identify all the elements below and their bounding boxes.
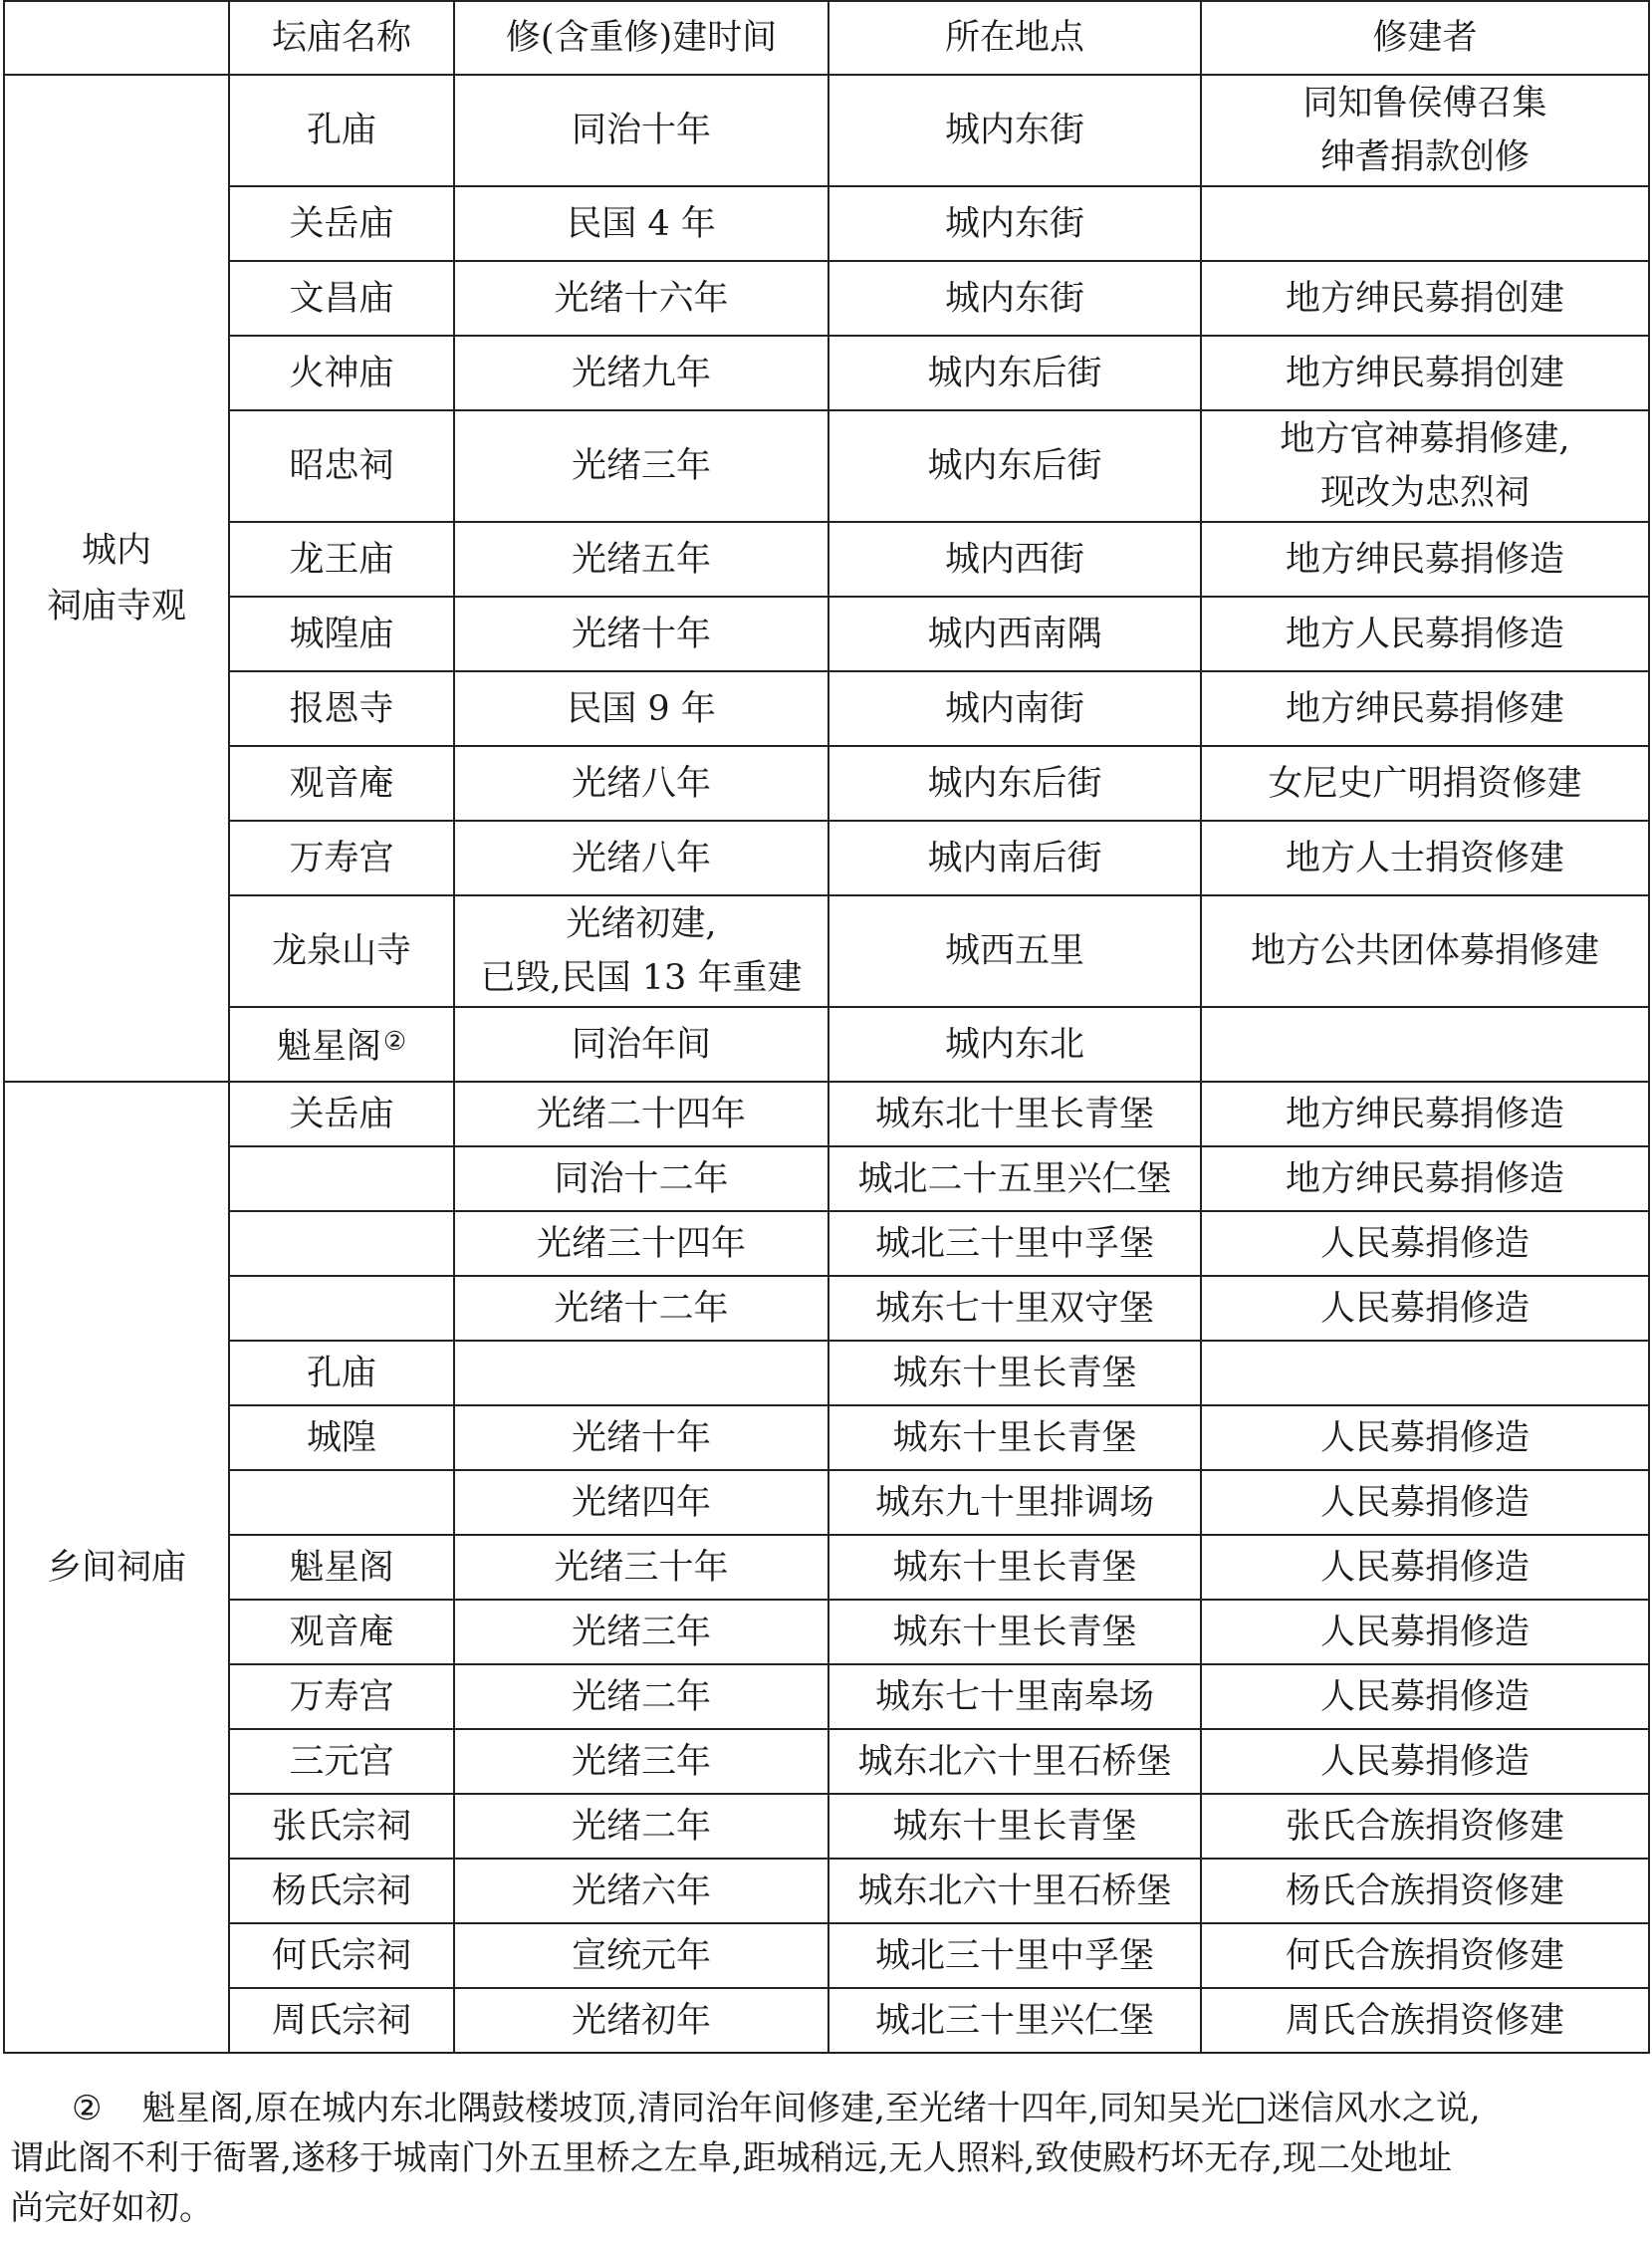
footnote-text-1: 魁星阁,原在城内东北隅鼓楼坡顶,清同治年间修建,至光绪十四年,同知吴光□迷信风水之说,: [141, 2089, 1481, 2128]
build-time-cell: 光绪八年: [454, 746, 828, 821]
builder-cell: 地方人民募捐修造: [1201, 597, 1649, 671]
temple-name-cell: 何氏宗祠: [229, 1923, 454, 1988]
build-time-cell: 民国 9 年: [454, 671, 828, 746]
builder-cell: [1201, 1007, 1649, 1082]
table-row: [4, 1146, 1649, 1211]
builder-cell: [1201, 1341, 1649, 1405]
build-time-cell: 光绪五年: [454, 522, 828, 597]
builder-cell: 人民募捐修造: [1201, 1664, 1649, 1729]
builder-cell: 何氏合族捐资修建: [1201, 1923, 1649, 1988]
table-row: [4, 1923, 1649, 1988]
temple-name-cell: 关岳庙: [229, 1082, 454, 1146]
temple-name-cell: 万寿宫: [229, 821, 454, 895]
table-body: [4, 75, 1649, 2053]
location-cell: 城北二十五里兴仁堡: [828, 1146, 1201, 1211]
table-row: [4, 746, 1649, 821]
location-cell: 城内东后街: [828, 336, 1201, 410]
builder-cell: 地方绅民募捐修造: [1201, 522, 1649, 597]
location-cell: 城东十里长青堡: [828, 1405, 1201, 1470]
temple-name-cell: 张氏宗祠: [229, 1794, 454, 1859]
table-row: [4, 1341, 1649, 1405]
header-builder: 修建者: [1201, 1, 1649, 75]
location-cell: 城东北十里长青堡: [828, 1082, 1201, 1146]
table-row: [4, 336, 1649, 410]
builder-cell: 人民募捐修造: [1201, 1470, 1649, 1535]
table-row: [4, 1535, 1649, 1600]
location-cell: 城内东街: [828, 261, 1201, 336]
table-row: [4, 1470, 1649, 1535]
temple-name-cell: [229, 1470, 454, 1535]
location-cell: 城内东北: [828, 1007, 1201, 1082]
location-cell: 城北三十里中孚堡: [828, 1211, 1201, 1276]
temple-name-cell: 杨氏宗祠: [229, 1859, 454, 1923]
location-cell: 城东十里长青堡: [828, 1794, 1201, 1859]
build-time-cell: 光绪三十四年: [454, 1211, 828, 1276]
category-cell: 城内 祠庙寺观: [4, 75, 229, 1082]
temple-name-cell: [229, 1146, 454, 1211]
location-cell: 城东十里长青堡: [828, 1600, 1201, 1664]
temple-name-cell: 观音庵: [229, 746, 454, 821]
temple-name-cell: 魁星阁: [229, 1535, 454, 1600]
table-row: [4, 895, 1649, 1007]
location-cell: 城东北六十里石桥堡: [828, 1729, 1201, 1794]
build-time-cell: 同治十年: [454, 75, 828, 186]
location-cell: 城东十里长青堡: [828, 1535, 1201, 1600]
table-row: [4, 1276, 1649, 1341]
table-row: [4, 1729, 1649, 1794]
temple-table: [3, 0, 1650, 2054]
temple-name-cell: [229, 1211, 454, 1276]
builder-cell: 人民募捐修造: [1201, 1729, 1649, 1794]
table-row: [4, 1082, 1649, 1146]
location-cell: 城北三十里中孚堡: [828, 1923, 1201, 1988]
location-cell: 城内西南隅: [828, 597, 1201, 671]
header-corner: [4, 1, 229, 75]
header-time: 修(含重修)建时间: [454, 1, 828, 75]
build-time-cell: 光绪十六年: [454, 261, 828, 336]
temple-name-cell: 龙王庙: [229, 522, 454, 597]
build-time-cell: [454, 1341, 828, 1405]
footnote-text-3: 尚完好如初。: [10, 2188, 213, 2228]
builder-cell: 同知鲁侯傅召集 绅耆捐款创修: [1201, 75, 1649, 186]
builder-cell: 地方绅民募捐修建: [1201, 671, 1649, 746]
footnote-line: [10, 2183, 1643, 2233]
location-cell: 城内南街: [828, 671, 1201, 746]
builder-cell: 周氏合族捐资修建: [1201, 1988, 1649, 2053]
footnote-text-2: 谓此阁不利于衙署,遂移于城南门外五里桥之左阜,距城稍远,无人照料,致使殿朽坏无存,现二处地址: [10, 2138, 1453, 2178]
build-time-cell: 宣统元年: [454, 1923, 828, 1988]
build-time-cell: 光绪二年: [454, 1664, 828, 1729]
builder-cell: 人民募捐修造: [1201, 1405, 1649, 1470]
temple-name-cell: 城隍: [229, 1405, 454, 1470]
location-cell: 城内东街: [828, 75, 1201, 186]
build-time-cell: 光绪三十年: [454, 1535, 828, 1600]
table-row: [4, 1794, 1649, 1859]
build-time-cell: 光绪初年: [454, 1988, 828, 2053]
builder-cell: 地方官神募捐修建, 现改为忠烈祠: [1201, 410, 1649, 522]
footnote: [10, 2084, 1643, 2233]
temple-name-cell: 孔庙: [229, 75, 454, 186]
build-time-cell: 光绪六年: [454, 1859, 828, 1923]
builder-cell: 地方绅民募捐修造: [1201, 1146, 1649, 1211]
table-row: [4, 1664, 1649, 1729]
location-cell: 城内东街: [828, 186, 1201, 261]
table-row: [4, 1859, 1649, 1923]
temple-name-cell: 昭忠祠: [229, 410, 454, 522]
table-row: [4, 261, 1649, 336]
temple-name-cell: 观音庵: [229, 1600, 454, 1664]
location-cell: 城东十里长青堡: [828, 1341, 1201, 1405]
footnote-line: [10, 2133, 1643, 2183]
location-cell: 城东七十里南皋场: [828, 1664, 1201, 1729]
table-row: [4, 1007, 1649, 1082]
build-time-cell: 光绪二十四年: [454, 1082, 828, 1146]
location-cell: 城北三十里兴仁堡: [828, 1988, 1201, 2053]
build-time-cell: 光绪九年: [454, 336, 828, 410]
builder-cell: 地方绅民募捐创建: [1201, 261, 1649, 336]
builder-cell: [1201, 186, 1649, 261]
footnote-ref: ②: [382, 1027, 407, 1057]
location-cell: 城内东后街: [828, 410, 1201, 522]
table-row: [4, 1211, 1649, 1276]
temple-name-cell: 文昌庙: [229, 261, 454, 336]
build-time-cell: 光绪十二年: [454, 1276, 828, 1341]
temple-name-cell: 魁星阁②: [229, 1007, 454, 1082]
temple-name-cell: 关岳庙: [229, 186, 454, 261]
builder-cell: 地方绅民募捐修造: [1201, 1082, 1649, 1146]
table-row: [4, 410, 1649, 522]
location-cell: 城内东后街: [828, 746, 1201, 821]
build-time-cell: 同治十二年: [454, 1146, 828, 1211]
table-row: [4, 821, 1649, 895]
location-cell: 城东北六十里石桥堡: [828, 1859, 1201, 1923]
temple-name-cell: [229, 1276, 454, 1341]
table-row: [4, 1405, 1649, 1470]
table-row: [4, 1988, 1649, 2053]
temple-name-cell: 报恩寺: [229, 671, 454, 746]
table-row: [4, 522, 1649, 597]
header-name: 坛庙名称: [229, 1, 454, 75]
build-time-cell: 光绪三年: [454, 410, 828, 522]
builder-cell: 地方绅民募捐创建: [1201, 336, 1649, 410]
build-time-cell: 光绪初建, 已毁,民国 13 年重建: [454, 895, 828, 1007]
builder-cell: 地方公共团体募捐修建: [1201, 895, 1649, 1007]
builder-cell: 人民募捐修造: [1201, 1535, 1649, 1600]
temple-name-cell: 孔庙: [229, 1341, 454, 1405]
location-cell: 城内西街: [828, 522, 1201, 597]
builder-cell: 女尼史广明捐资修建: [1201, 746, 1649, 821]
temple-name-cell: 火神庙: [229, 336, 454, 410]
temple-name-cell: 三元宫: [229, 1729, 454, 1794]
location-cell: 城西五里: [828, 895, 1201, 1007]
header-place: 所在地点: [828, 1, 1201, 75]
category-cell: 乡间祠庙: [4, 1082, 229, 2053]
builder-cell: 人民募捐修造: [1201, 1600, 1649, 1664]
build-time-cell: 光绪二年: [454, 1794, 828, 1859]
footnote-line: [10, 2084, 1643, 2133]
build-time-cell: 光绪八年: [454, 821, 828, 895]
build-time-cell: 同治年间: [454, 1007, 828, 1082]
build-time-cell: 光绪十年: [454, 1405, 828, 1470]
table-row: [4, 186, 1649, 261]
table-row: [4, 75, 1649, 186]
location-cell: 城内南后街: [828, 821, 1201, 895]
builder-cell: 人民募捐修造: [1201, 1211, 1649, 1276]
table-row: [4, 671, 1649, 746]
table-row: [4, 1600, 1649, 1664]
builder-cell: 地方人士捐资修建: [1201, 821, 1649, 895]
footnote-mark: ②: [72, 2089, 103, 2128]
build-time-cell: 光绪四年: [454, 1470, 828, 1535]
build-time-cell: 民国 4 年: [454, 186, 828, 261]
temple-name-cell: 城隍庙: [229, 597, 454, 671]
builder-cell: 杨氏合族捐资修建: [1201, 1859, 1649, 1923]
temple-name-cell: 龙泉山寺: [229, 895, 454, 1007]
location-cell: 城东九十里排调场: [828, 1470, 1201, 1535]
builder-cell: 人民募捐修造: [1201, 1276, 1649, 1341]
table-row: [4, 597, 1649, 671]
location-cell: 城东七十里双守堡: [828, 1276, 1201, 1341]
temple-name-cell: 万寿宫: [229, 1664, 454, 1729]
builder-cell: 张氏合族捐资修建: [1201, 1794, 1649, 1859]
build-time-cell: 光绪三年: [454, 1729, 828, 1794]
temple-name-cell: 周氏宗祠: [229, 1988, 454, 2053]
table-header-row: [4, 1, 1649, 75]
build-time-cell: 光绪三年: [454, 1600, 828, 1664]
build-time-cell: 光绪十年: [454, 597, 828, 671]
